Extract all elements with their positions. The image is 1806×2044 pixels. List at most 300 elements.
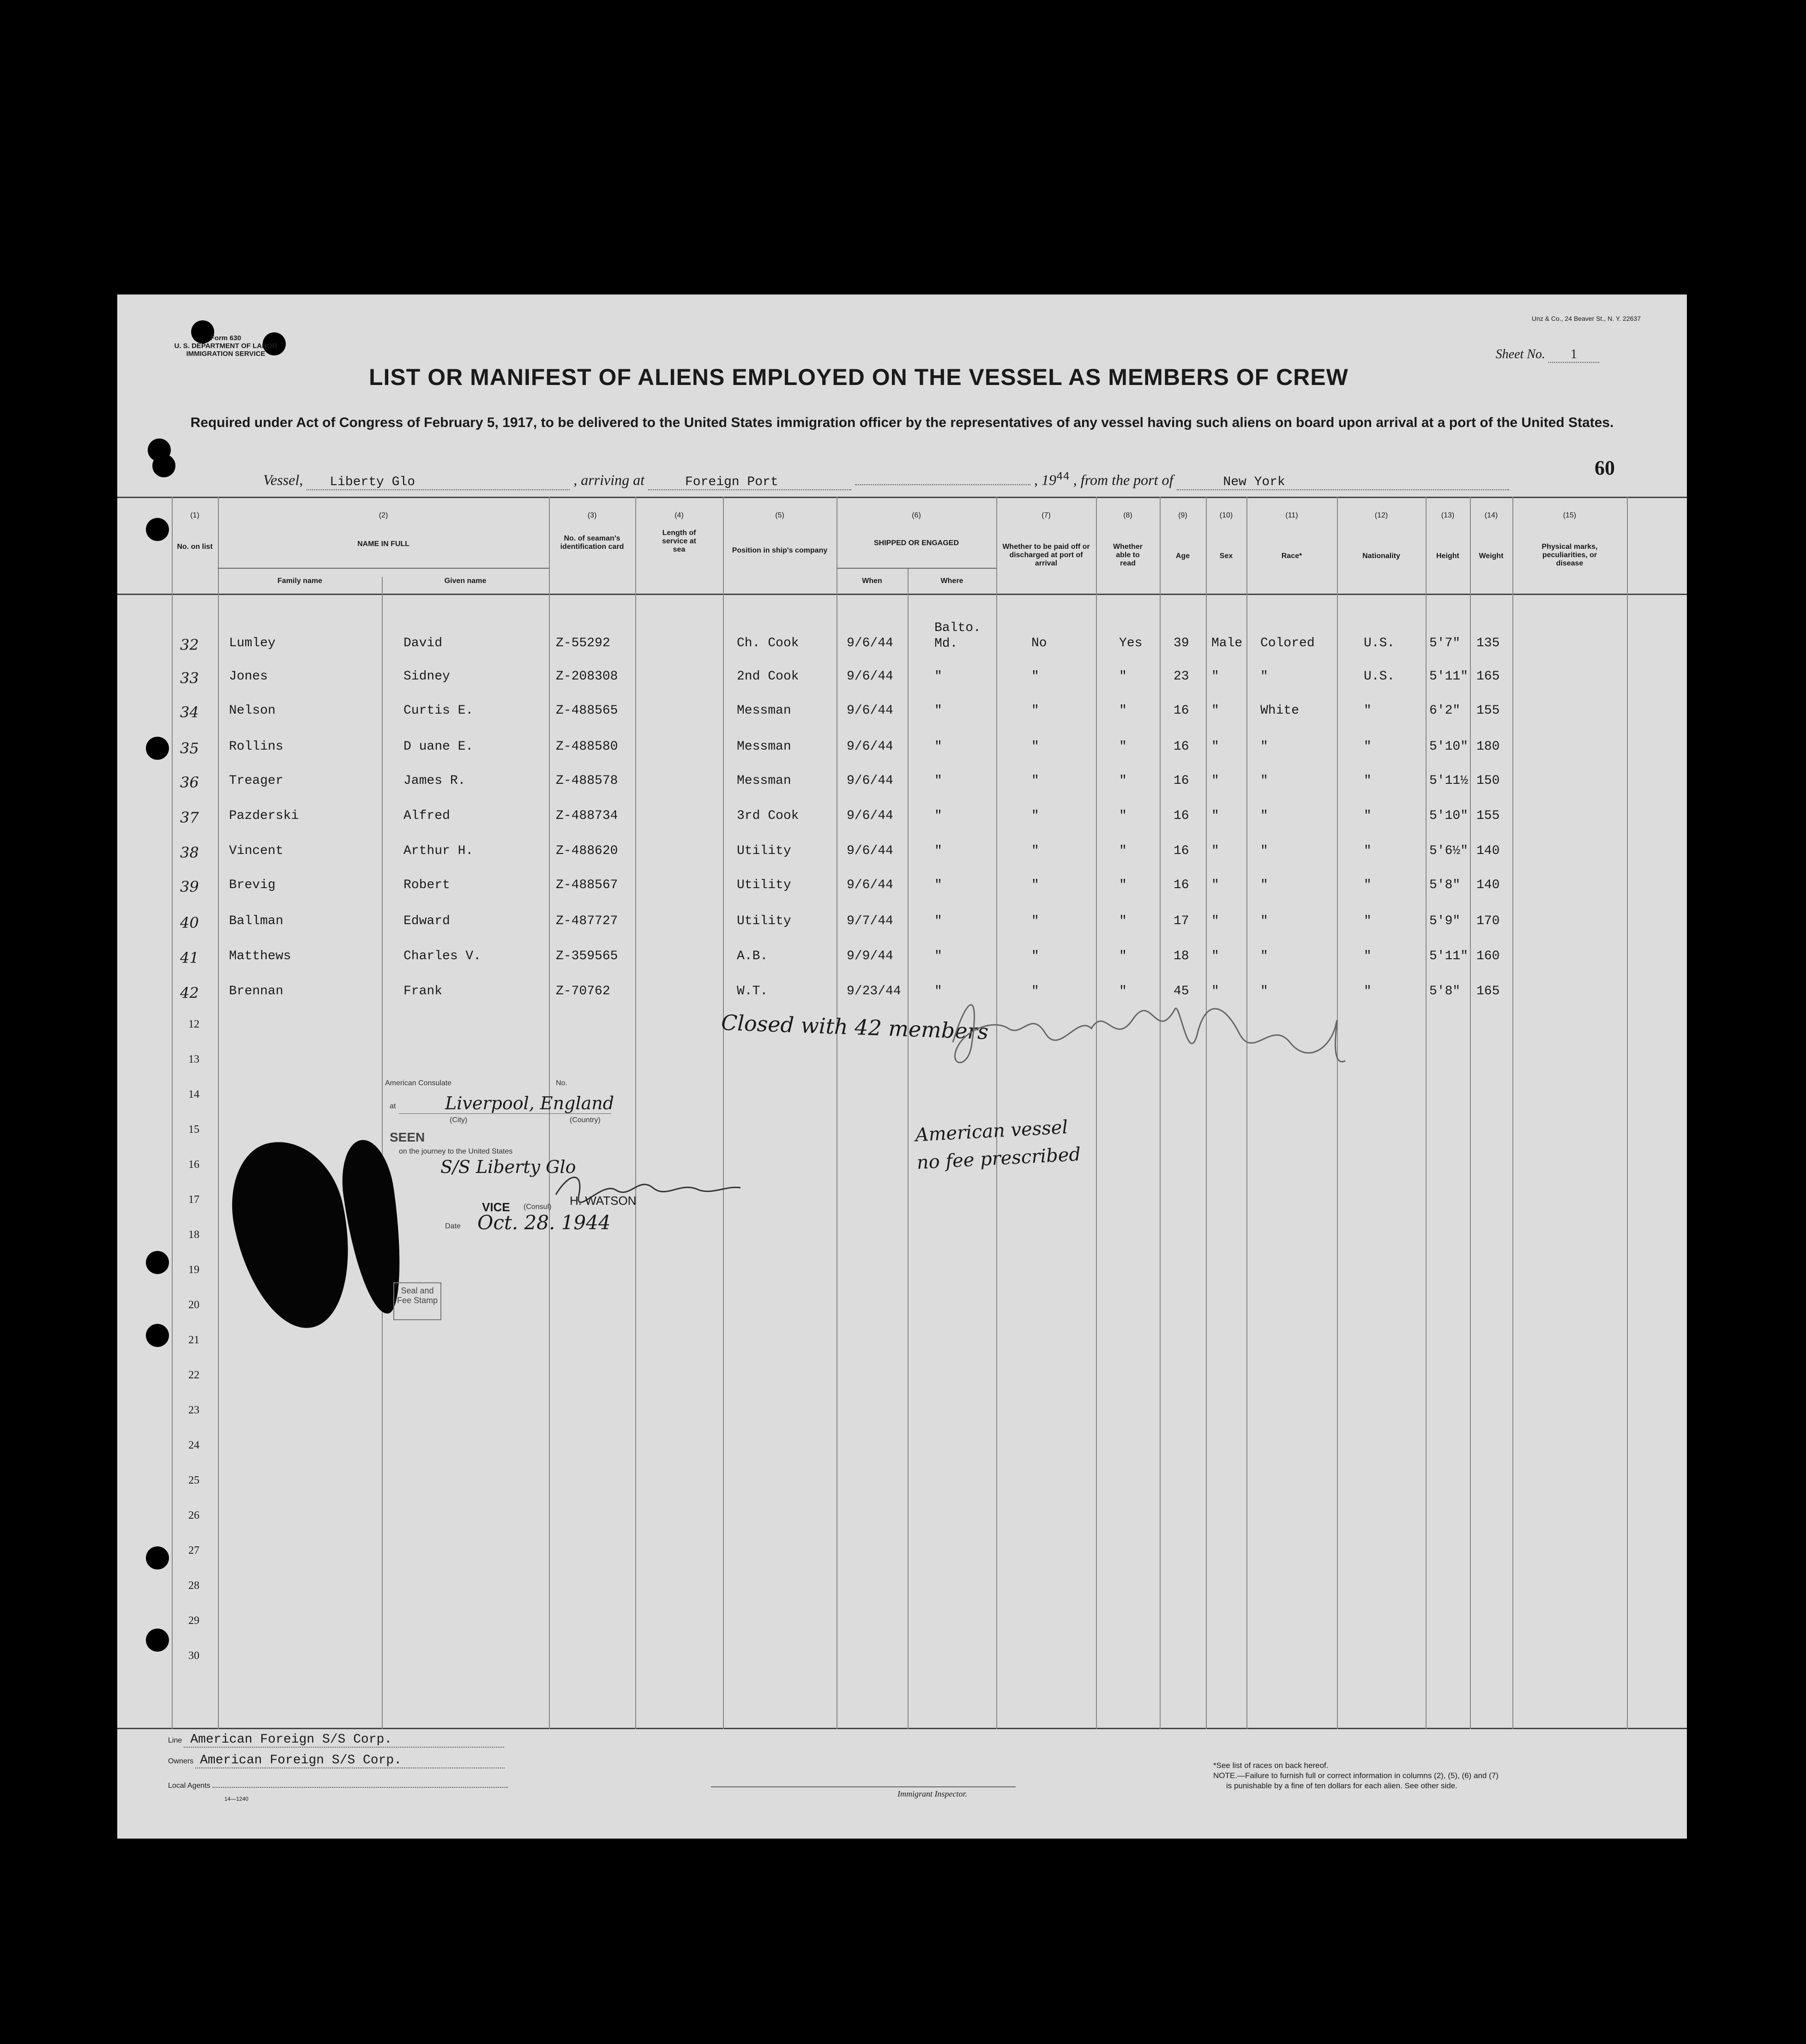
cell-age: 16 — [1174, 739, 1189, 754]
cell-position: 2nd Cook — [737, 669, 799, 684]
col-number: (14) — [1484, 511, 1498, 519]
cell-card: Z-488567 — [556, 878, 618, 892]
cell-given: D uane E. — [403, 739, 474, 754]
vessel-line — [263, 471, 1509, 490]
cell-no: 40 — [180, 914, 199, 932]
cell-when: 9/6/44 — [847, 739, 893, 754]
col-number: (5) — [775, 511, 784, 519]
cell-race: " — [1260, 949, 1268, 963]
line-label: Line — [168, 1737, 182, 1744]
cell-given: Edward — [403, 914, 450, 928]
col-number: (4) — [674, 511, 684, 519]
cell-position: Utility — [737, 914, 791, 928]
cell-height: 5'6½" — [1429, 844, 1469, 858]
cell-race: " — [1260, 739, 1268, 754]
note-fine: is punishable by a fine of ten dollars for each alien. See other side. — [1226, 1781, 1457, 1790]
arriving-label: , arriving at — [573, 471, 644, 488]
cell-race: " — [1260, 984, 1268, 998]
cell-paid-off: " — [1031, 774, 1039, 788]
cell-no: 39 — [180, 878, 199, 896]
cell-sex: " — [1211, 669, 1219, 684]
manifest-sheet — [117, 295, 1687, 1839]
cell-read: " — [1119, 949, 1127, 963]
cell-family: Rollins — [229, 739, 283, 754]
col-number: (15) — [1563, 511, 1577, 519]
col-head-weight: Weight — [1479, 552, 1504, 560]
cell-where: " — [934, 914, 942, 928]
cell-card: Z-488734 — [556, 809, 618, 823]
cell-family: Nelson — [229, 703, 276, 718]
col-head-when: When — [862, 577, 882, 585]
col-number: (6) — [912, 511, 921, 519]
col-divider — [1206, 497, 1207, 1729]
cell-weight: 165 — [1476, 669, 1500, 684]
printer-credit: Unz & Co., 24 Beaver St., N. Y. 22637 — [1531, 315, 1641, 322]
cell-paid-off: " — [1031, 809, 1039, 823]
col-divider — [996, 497, 997, 1729]
journey-vessel: S/S Liberty Glo — [440, 1157, 576, 1177]
cell-race: " — [1260, 774, 1268, 788]
cell-paid-off: " — [1031, 844, 1039, 858]
cell-paid-off: " — [1031, 914, 1039, 928]
cell-where: " — [934, 774, 942, 788]
row-number: 22 — [188, 1369, 199, 1381]
cell-read: " — [1119, 914, 1127, 928]
owners-label: Owners — [168, 1757, 194, 1765]
seen-stamp: SEEN — [390, 1130, 425, 1144]
consulate-at-label: at — [390, 1102, 396, 1110]
cell-paid-off: " — [1031, 878, 1039, 892]
owners-value: American Foreign S/S Corp. — [195, 1753, 505, 1768]
row-number: 28 — [188, 1580, 199, 1592]
cell-read: Yes — [1119, 636, 1143, 650]
cell-given: Charles V. — [403, 949, 482, 963]
american-vessel-line1: American vessel — [915, 1117, 1069, 1146]
cell-nationality: " — [1364, 739, 1372, 754]
cell-height: 5'8" — [1429, 984, 1461, 998]
row-number: 24 — [188, 1439, 199, 1451]
cell-card: Z-487727 — [556, 914, 618, 928]
cell-position: Ch. Cook — [737, 636, 799, 650]
department: U. S. DEPARTMENT OF LABOR — [174, 342, 277, 350]
cell-weight: 165 — [1476, 984, 1500, 998]
cell-where: Balto. Md. — [934, 621, 981, 651]
year-prefix: , 19 — [1034, 471, 1056, 488]
cell-family: Jones — [229, 669, 268, 684]
cell-sex: " — [1211, 949, 1219, 963]
cell-height: 5'10" — [1429, 739, 1469, 754]
cell-family: Ballman — [229, 914, 283, 928]
inspector-rule — [711, 1786, 1016, 1787]
cell-no: 32 — [180, 636, 199, 654]
cell-age: 45 — [1174, 984, 1189, 998]
cell-weight: 155 — [1476, 703, 1500, 718]
cell-when: 9/6/44 — [847, 878, 893, 892]
punch-hole — [146, 1629, 169, 1652]
cell-given: Curtis E. — [403, 703, 474, 718]
cell-sex: " — [1211, 844, 1219, 858]
cell-paid-off: " — [1031, 669, 1039, 684]
cell-card: Z-208308 — [556, 669, 618, 684]
col-divider — [218, 497, 219, 1729]
cell-where: " — [934, 703, 942, 718]
cell-when: 9/9/44 — [847, 949, 893, 963]
cell-age: 16 — [1174, 774, 1189, 788]
cell-nationality: " — [1364, 878, 1372, 892]
cell-weight: 140 — [1476, 844, 1500, 858]
col-head-read: Whether able to read — [1113, 543, 1143, 567]
form-header — [168, 334, 283, 358]
cell-nationality: " — [1364, 809, 1372, 823]
cell-sex: " — [1211, 809, 1219, 823]
cell-position: Utility — [737, 878, 791, 892]
row-number: 12 — [188, 1018, 199, 1030]
cell-when: 9/6/44 — [847, 636, 893, 650]
cell-read: " — [1119, 669, 1127, 684]
cell-given: Robert — [403, 878, 450, 892]
page-number: 60 — [1595, 457, 1615, 479]
cell-sex: " — [1211, 878, 1219, 892]
col-head-marks: Physical marks, peculiarities, or disease — [1541, 543, 1598, 567]
from-port: New York — [1177, 475, 1509, 490]
footer-agents-row — [168, 1782, 508, 1790]
row-number: 23 — [188, 1404, 199, 1416]
cell-race: White — [1260, 703, 1300, 718]
col-head-name: NAME IN FULL — [357, 540, 409, 548]
cell-race: " — [1260, 914, 1268, 928]
cell-family: Brennan — [229, 984, 283, 998]
cell-age: 16 — [1174, 844, 1189, 858]
col-number: (1) — [190, 511, 199, 519]
col-number: (11) — [1285, 511, 1298, 519]
punch-hole — [146, 737, 169, 760]
cell-race: " — [1260, 809, 1268, 823]
cell-when: 9/23/44 — [847, 984, 901, 998]
shipped-subhead-rule — [837, 568, 996, 569]
col-head-where: Where — [940, 577, 963, 585]
cell-height: 5'8" — [1429, 878, 1461, 892]
cell-age: 17 — [1174, 914, 1189, 928]
cell-card: Z-70762 — [556, 984, 610, 998]
cell-age: 16 — [1174, 809, 1189, 823]
cell-position: Messman — [737, 774, 791, 788]
col-head-given: Given name — [444, 577, 487, 585]
cell-where: " — [934, 878, 942, 892]
cell-no: 41 — [180, 949, 199, 967]
cell-family: Vincent — [229, 844, 283, 858]
cell-position: Messman — [737, 703, 791, 718]
cell-race: " — [1260, 844, 1268, 858]
cell-card: Z-488565 — [556, 703, 618, 718]
cell-no: 34 — [180, 703, 199, 721]
footer-owners-row — [168, 1753, 505, 1768]
cell-weight: 155 — [1476, 809, 1500, 823]
cell-height: 6'2" — [1429, 703, 1461, 718]
cell-no: 35 — [180, 739, 199, 757]
col-divider — [1337, 497, 1338, 1729]
consulate-date: Oct. 28. 1944 — [477, 1211, 611, 1234]
col-head-no: No. on list — [177, 543, 213, 551]
inspector-label: Immigrant Inspector. — [897, 1789, 967, 1798]
punch-hole — [146, 1546, 169, 1569]
cell-nationality: U.S. — [1364, 669, 1395, 684]
col-head-sex: Sex — [1219, 552, 1233, 560]
row-number: 21 — [188, 1334, 199, 1346]
cell-height: 5'11" — [1429, 669, 1469, 684]
col-head-race: Race* — [1281, 552, 1302, 560]
sheet-value: 1 — [1548, 347, 1599, 363]
row-number: 27 — [188, 1545, 199, 1557]
row-number: 14 — [188, 1088, 199, 1100]
cell-nationality: " — [1364, 844, 1372, 858]
row-number: 19 — [188, 1264, 199, 1276]
cell-given: James R. — [403, 774, 466, 788]
cell-read: " — [1119, 878, 1127, 892]
col-number: (2) — [379, 511, 388, 519]
manifest-subtitle: Required under Act of Congress of February 5, 1917, to be delivered to the United States immigration officer by the representatives of any vessel having such aliens on board upon arrival at a port of the United States. — [190, 415, 1614, 430]
cell-card: Z-488620 — [556, 844, 618, 858]
punch-hole — [152, 454, 175, 477]
table-top-rule — [117, 497, 1687, 498]
punch-hole — [146, 1324, 169, 1347]
name-subhead-rule — [218, 568, 549, 569]
col-head-length: Length of service at sea — [662, 529, 696, 553]
col-divider — [1246, 497, 1247, 1729]
footer-line-row — [168, 1732, 504, 1748]
officer-name: H. WATSON — [570, 1194, 637, 1208]
col-head-nationality: Nationality — [1362, 552, 1400, 560]
col-divider — [1470, 497, 1471, 1729]
cell-age: 39 — [1174, 636, 1189, 650]
consulate-place: Liverpool, England — [445, 1093, 614, 1113]
sheet-number — [1496, 347, 1599, 363]
cell-given: Arthur H. — [403, 844, 474, 858]
cell-sex: Male — [1211, 636, 1243, 650]
cell-nationality: U.S. — [1364, 636, 1395, 650]
col-number: (13) — [1441, 511, 1455, 519]
cell-weight: 140 — [1476, 878, 1500, 892]
row-number: 20 — [188, 1299, 199, 1311]
cell-family: Treager — [229, 774, 283, 788]
cell-nationality: " — [1364, 914, 1372, 928]
consulate-no-label: No. — [556, 1079, 567, 1087]
cell-family: Matthews — [229, 949, 291, 963]
col-head-age: Age — [1175, 552, 1190, 560]
cell-age: 23 — [1174, 669, 1189, 684]
cell-race: Colored — [1260, 636, 1315, 650]
agents-label: Local Agents — [168, 1782, 211, 1790]
row-number: 15 — [188, 1124, 199, 1136]
arriving-port: Foreign Port — [648, 475, 851, 490]
col-divider — [172, 497, 173, 1729]
cell-age: 18 — [1174, 949, 1189, 963]
cell-sex: " — [1211, 739, 1219, 754]
cell-family: Brevig — [229, 878, 276, 892]
cell-when: 9/7/44 — [847, 914, 893, 928]
punch-hole — [146, 518, 169, 541]
cell-card: Z-488578 — [556, 774, 618, 788]
cell-sex: " — [1211, 914, 1219, 928]
cell-read: " — [1119, 844, 1127, 858]
cell-position: Messman — [737, 739, 791, 754]
agents-value-blank — [212, 1787, 508, 1788]
cell-given: David — [403, 636, 443, 650]
cell-position: A.B. — [737, 949, 768, 963]
cell-weight: 135 — [1476, 636, 1500, 650]
col-divider — [1426, 497, 1427, 1729]
col-divider — [1627, 497, 1628, 1729]
row-number: 25 — [188, 1474, 199, 1486]
date-label: Date — [445, 1222, 461, 1230]
cell-weight: 160 — [1476, 949, 1500, 963]
cell-height: 5'7" — [1429, 636, 1461, 650]
vessel-label: Vessel, — [263, 471, 303, 488]
cell-paid-off: " — [1031, 703, 1039, 718]
consul-label: (Consul) — [524, 1203, 552, 1211]
col-divider — [1160, 497, 1161, 1729]
sheet-label: Sheet No. — [1495, 347, 1545, 361]
cell-height: 5'9" — [1429, 914, 1461, 928]
american-vessel-note — [915, 1113, 1081, 1177]
consulate-heading: American Consulate — [385, 1079, 452, 1087]
col-number: (12) — [1374, 511, 1388, 519]
cell-position: 3rd Cook — [737, 809, 799, 823]
col-number: (7) — [1041, 511, 1051, 519]
row-number: 17 — [188, 1194, 199, 1206]
cell-where: " — [934, 949, 942, 963]
col-number: (10) — [1219, 511, 1233, 519]
cell-where: " — [934, 669, 942, 684]
cell-height: 5'11½ — [1429, 774, 1469, 788]
cell-nationality: " — [1364, 703, 1372, 718]
col-divider — [1096, 497, 1097, 1729]
cell-where: " — [934, 844, 942, 858]
cell-card: Z-488580 — [556, 739, 618, 754]
cell-given: Alfred — [403, 809, 450, 823]
cell-weight: 150 — [1476, 774, 1500, 788]
cell-nationality: " — [1364, 984, 1372, 998]
cell-nationality: " — [1364, 774, 1372, 788]
col-divider — [1512, 497, 1513, 1729]
cell-no: 37 — [180, 809, 199, 826]
manifest-title: LIST OR MANIFEST OF ALIENS EMPLOYED ON THE VESSEL AS MEMBERS OF CREW — [369, 364, 1348, 390]
consulate-country-label: (Country) — [570, 1116, 601, 1124]
consulate-city-label: (City) — [450, 1116, 468, 1124]
line-value: American Foreign S/S Corp. — [184, 1732, 504, 1748]
cell-card: Z-359565 — [556, 949, 618, 963]
col-head-family: Family name — [277, 577, 322, 585]
col-divider — [382, 577, 383, 1729]
cell-age: 16 — [1174, 703, 1189, 718]
cell-no: 36 — [180, 774, 199, 791]
cell-race: " — [1260, 878, 1268, 892]
cell-where: " — [934, 809, 942, 823]
from-label: , from the port of — [1073, 471, 1174, 488]
seal-box: Seal and Fee Stamp — [393, 1282, 441, 1320]
cell-family: Lumley — [229, 636, 276, 650]
row-number: 16 — [188, 1159, 199, 1171]
cell-read: " — [1119, 739, 1127, 754]
american-vessel-line2: no fee prescribed — [916, 1143, 1082, 1174]
cell-weight: 180 — [1476, 739, 1500, 754]
cell-race: " — [1260, 669, 1268, 684]
col-number: (3) — [587, 511, 597, 519]
year-value: 44 — [1056, 471, 1070, 483]
row-number: 30 — [188, 1650, 199, 1662]
cell-paid-off: " — [1031, 739, 1039, 754]
cell-weight: 170 — [1476, 914, 1500, 928]
cell-read: " — [1119, 703, 1127, 718]
row-number: 18 — [188, 1229, 199, 1241]
cell-paid-off: " — [1031, 984, 1039, 998]
cell-height: 5'11" — [1429, 949, 1469, 963]
arriving-date-blank — [855, 484, 1030, 485]
consulate-stamp — [385, 1079, 801, 1255]
col-head-paid-off: Whether to be paid off or discharged at port of arrival — [1002, 543, 1090, 567]
cell-no: 42 — [180, 984, 199, 1002]
row-number: 29 — [188, 1615, 199, 1627]
cell-no: 33 — [180, 669, 199, 687]
note-races: *See list of races on back hereof. — [1213, 1761, 1329, 1770]
cell-where: " — [934, 739, 942, 754]
consulate-place-rule — [399, 1113, 611, 1114]
cell-when: 9/6/44 — [847, 703, 893, 718]
cell-no: 38 — [180, 844, 199, 861]
journey-text: on the journey to the United States — [399, 1148, 513, 1155]
cell-read: " — [1119, 774, 1127, 788]
cell-when: 9/6/44 — [847, 774, 893, 788]
col-number: (8) — [1123, 511, 1132, 519]
cell-family: Pazderski — [229, 809, 299, 823]
cell-read: " — [1119, 984, 1127, 998]
cell-sex: " — [1211, 984, 1219, 998]
closed-note: Closed with 42 members — [721, 1010, 989, 1045]
cell-paid-off: No — [1031, 636, 1047, 650]
col-divider — [908, 568, 909, 1729]
cell-when: 9/6/44 — [847, 844, 893, 858]
cell-height: 5'10" — [1429, 809, 1469, 823]
cell-nationality: " — [1364, 949, 1372, 963]
col-head-card: No. of seaman's identification card — [560, 535, 624, 551]
cell-given: Frank — [403, 984, 443, 998]
inspector-signature-scrawl — [939, 978, 1354, 1079]
form-code: 14—1240 — [224, 1796, 249, 1802]
cell-when: 9/6/44 — [847, 809, 893, 823]
cell-when: 9/6/44 — [847, 669, 893, 684]
cell-position: W.T. — [737, 984, 768, 998]
cell-read: " — [1119, 809, 1127, 823]
note-failure: NOTE.—Failure to furnish full or correct information in columns (2), (5), (6) and (7) — [1213, 1771, 1499, 1780]
cell-card: Z-55292 — [556, 636, 610, 650]
cell-given: Sidney — [403, 669, 450, 684]
cell-position: Utility — [737, 844, 791, 858]
cell-where: " — [934, 984, 942, 998]
cell-sex: " — [1211, 703, 1219, 718]
footer-notes — [1213, 1761, 1499, 1791]
row-number: 26 — [188, 1509, 199, 1521]
col-number: (9) — [1178, 511, 1187, 519]
col-head-height: Height — [1436, 552, 1459, 560]
punch-hole — [146, 1251, 169, 1274]
cell-age: 16 — [1174, 878, 1189, 892]
cell-sex: " — [1211, 774, 1219, 788]
service: IMMIGRATION SERVICE — [186, 350, 265, 358]
row-number: 13 — [188, 1053, 199, 1065]
form-number: Form 630 — [210, 334, 241, 342]
cell-paid-off: " — [1031, 949, 1039, 963]
col-head-shipped: SHIPPED OR ENGAGED — [873, 539, 959, 547]
vice-label: VICE — [482, 1200, 510, 1214]
